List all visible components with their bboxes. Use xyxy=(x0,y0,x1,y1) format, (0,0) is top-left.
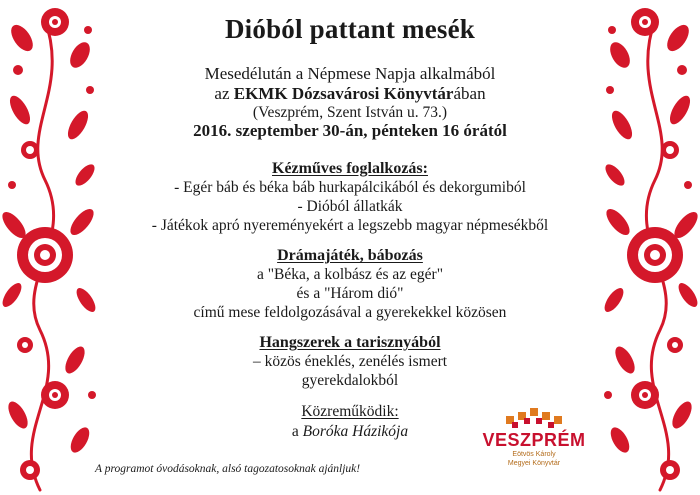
section-drama-heading: Drámajáték, bábozás xyxy=(277,247,423,264)
castle-icon xyxy=(478,408,590,432)
library-name: EKMK Dózsavárosi Könyvtár xyxy=(233,84,454,103)
drama-line: a "Béka, a kolbász és az egér" xyxy=(256,266,444,283)
poster-title: Dióból pattant mesék xyxy=(224,14,475,44)
right-floral-border xyxy=(595,0,700,495)
crafts-item: - Játékok apró nyereményekért a legszebb magyar népmesékből xyxy=(151,217,549,234)
section-contrib-heading: Közreműködik: xyxy=(301,403,399,420)
event-date: 2016. szeptember 30-án, pénteken 16 órától xyxy=(193,121,507,140)
drama-line: című mese feldolgozásával a gyerekekkel közösen xyxy=(193,304,507,321)
crafts-item: - Dióból állatkák xyxy=(297,198,403,215)
library-prefix: az xyxy=(214,84,234,103)
section-crafts-heading: Kézműves foglalkozás: xyxy=(272,160,428,177)
crafts-item: - Egér báb és béka báb hurkapálcikából és dekorgumiból xyxy=(174,179,526,196)
music-line: – közös éneklés, zenélés ismert xyxy=(252,353,448,370)
address-line: (Veszprém, Szent István u. 73.) xyxy=(252,104,448,121)
footnote: A programot óvodásoknak, alsó tagozatosoknak ajánljuk! xyxy=(95,463,361,475)
drama-line: és a "Három dió" xyxy=(296,285,404,302)
logo-wordmark: VESZPRÉM xyxy=(482,430,586,450)
intro-line: Mesedélután a Népmese Napja alkalmából xyxy=(204,64,496,83)
library-suffix: ában xyxy=(453,84,486,103)
contributor-name: Boróka Házikója xyxy=(302,423,409,440)
music-line: gyerekdalokból xyxy=(301,372,399,389)
library-line xyxy=(110,84,590,104)
logo-subtitle: Eötvös Károly xyxy=(512,451,556,458)
contributor-prefix: a xyxy=(291,423,303,440)
logo-subtitle: Megyei Könyvtár xyxy=(507,460,561,467)
section-music-heading: Hangszerek a tarisznyából xyxy=(259,334,441,351)
left-floral-border xyxy=(0,0,105,495)
library-logo xyxy=(478,408,590,468)
